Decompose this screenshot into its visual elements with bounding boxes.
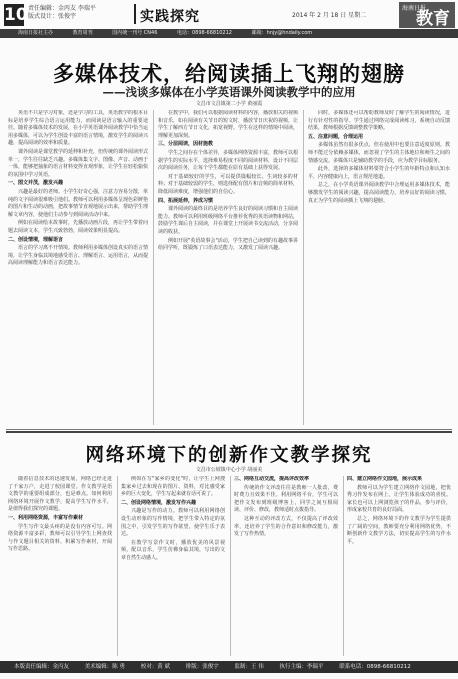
article1-byline: 文昌市文昌镇第二小学 黄丽霞: [195, 101, 263, 107]
page-footer: [0, 661, 458, 673]
article1-column-3: [308, 110, 450, 425]
page-number: 10: [4, 5, 28, 25]
paragraph: 学生之间存在个体差异，多媒体网络资源丰富，教师可以根据学生的实际水平，选择难易程度不同的阅读材料，设计不同层次的阅读任务，让每个学生都能在原有基础上获得发展。: [158, 149, 298, 172]
paragraph: 英语不只是学习对象，还是学习的工具，英语教学的根本目标是培养学生综合语言运用能力，而阅读是语言输入的重要途径。随着多媒体技术的发展，在小学英语课外阅读教学中恰当运用多媒体，可以为学生创设丰富的语言情境，激发学生的阅读兴趣，提高阅读的效率和质量。: [8, 110, 148, 147]
logo-small-text: 海南日报: [402, 5, 427, 12]
article2-byline: 文昌市公坡镇中心小学 胡丽美: [195, 467, 263, 473]
issue-date: 2014 年 2 月 18 日 星期二: [292, 12, 367, 19]
paragraph: 课外阅读是课堂教学的延伸和补充，但传统的课外阅读形式单一，学生往往缺乏兴趣。多媒体集文字、图像、声音、动画于一体，能够把抽象的语言材料变得直观形象，让学生在轻松愉快的氛围中学习英语。: [8, 148, 148, 178]
article2-column-4: [347, 476, 451, 656]
header-bar-item: 电话：0898-66810212: [177, 30, 232, 36]
paragraph: 对于基础较好的学生，可以提供篇幅较长、生词较多的材料；对于基础较弱的学生，则选择配有图片和音频的简单材料，降低阅读难度，增强他们的自信心。: [158, 173, 298, 195]
header-bar-item: 教育周刊: [72, 30, 93, 36]
header-bar-item: 国内统一刊号 CN46: [112, 30, 158, 36]
paragraph: 多媒体虽然有很多优点，但在使用中也要注意适度原则。教师不能过分依赖多媒体，而忽视了学生的主体地位和师生之间的情感交流。多媒体只是辅助教学的手段，应为教学目标服务。: [308, 142, 450, 164]
paragraph: 此外，选择的多媒体材料要符合小学生的年龄特点和认知水平，内容健康向上，语言规范地道。: [308, 166, 450, 180]
paragraph: 同时，多媒体还可以帮助教师及时了解学生的阅读情况，进行有针对性的指导。学生通过网络完成阅读练习，系统自动反馈结果，教师根据反馈调整教学策略。: [308, 110, 450, 132]
column-divider: [117, 476, 118, 656]
footer-item: 执行主编：李瑞平: [279, 664, 324, 670]
paragraph: 传统的作文评改往往是教师一人批改，费时费力且效果不佳。利用网络平台，学生可以把作文发布到班级博客上，同学之间互相阅读、评价、修改，教师适时点拨指导。: [234, 484, 338, 514]
footer-item: 本版责任编辑：金丙友: [14, 664, 70, 670]
column-divider: [230, 476, 231, 656]
section-heading: 三、网络互动交流，提高评改效率: [234, 476, 310, 482]
paragraph: 在教学中，我们可以根据阅读材料的内容，播放相关的视频和音乐，如在阅读有关节日的短文时，播放节日庆祝的视频，让学生了解西方节日文化，拓宽视野。学生在这样的情境中阅读，理解更加深刻。: [158, 110, 298, 139]
paragraph: 总之，网络环境下的作文教学为学生提供了广阔的空间，教师要充分利用网络优势，不断创新作文教学方法，切实提高学生的写作水平。: [347, 515, 451, 545]
paragraph: 课外阅读的最终目的是培养学生良好的阅读习惯和自主阅读能力。教师可以利用班级网络平台推荐优秀的英语读物和网站，鼓励学生课后自主阅读，并在课堂上开展读书交流活动，分享阅读的收获。: [158, 206, 298, 235]
paragraph: 例如开展"英语故事会"活动，学生把自己读到的有趣故事讲给同学听，既锻炼了口语表达能力，又激发了阅读兴趣。: [158, 237, 298, 252]
paragraph: 随着信息技术的迅速发展，网络已经走进了千家万户，走进了校园课堂。作文教学是语文教学的重要组成部分，也是难点。如何利用网络环境开展作文教学，提高学生写作水平，是值得我们探究的课题。: [8, 476, 112, 513]
article-separator: [6, 429, 452, 430]
paragraph: 语言的学习离不开情境。教师利用多媒体创设真实的语言情境，让学生身临其境地感受语言、理解语言、运用语言，从而提高阅读理解能力和语言表达能力。: [8, 245, 148, 267]
section-heading: 三、分层阅读，因材施教: [158, 141, 214, 148]
paragraph: 兴趣是写作的动力。教师可以利用网络创设生动形象的写作情境，把学生带入特定的氛围之中，引发学生的写作欲望，使学生乐于表达。: [121, 508, 225, 538]
page-header: [0, 0, 458, 44]
paragraph: 学生写作文最头疼的是没有内容可写。网络资源丰富多彩，教师可以引导学生上网查找与作文题目相关的资料，积累写作素材，开阔写作思路。: [8, 523, 112, 553]
article1-title: 多媒体技术，给阅读插上飞翔的翅膀: [53, 62, 405, 86]
header-bar-item: 海南日报社主办: [18, 30, 54, 36]
column-divider: [153, 110, 154, 425]
editor-info: [28, 5, 133, 21]
article2-column-1: [8, 476, 112, 656]
article-separator-thick: [6, 431, 452, 433]
footer-item: 联系电话：0898-66810212: [339, 664, 411, 670]
header-info-bar: [0, 29, 458, 38]
column-divider: [303, 110, 304, 425]
paragraph: 例如在阅读绘本故事时，先播放动画片段，再让学生带着问题去阅读文本，学生兴致勃勃，阅读效果明显提高。: [8, 220, 148, 234]
paragraph: 在教学写景作文时，播放优美的风景视频，配以音乐，学生仿佛身临其境，写出的文章自然生动感人。: [121, 539, 225, 561]
section-title: 实践探究: [140, 6, 200, 26]
paragraph: 这种互动的评改方式，不仅提高了评改效率，还培养了学生的合作意识和修改能力，激发了写作热情。: [234, 515, 338, 538]
column-divider: [343, 476, 344, 656]
section-heading: 一、利用网络资源，丰富写作素材: [8, 514, 84, 521]
article1-subtitle: ——浅谈多媒体在小学英语课外阅读教学中的应用: [102, 85, 356, 99]
paragraph: 教师可以为学生建立网络作文园地，把优秀习作发布在网上，让学生体验成功的喜悦。家长也可以上网浏览孩子的作品，参与评价，形成家校共育的良好局面。: [347, 484, 451, 514]
newspaper-logo: [399, 2, 455, 28]
footer-item: 校对：黄 斌: [140, 664, 171, 670]
article2-title: 网络环境下的创新作文教学探究: [85, 445, 373, 466]
footer-item: 监制：王 伟: [234, 664, 264, 670]
paragraph: 总之，在小学英语课外阅读教学中合理运用多媒体技术，能够激发学生的阅读兴趣，提高阅读能力，培养良好的阅读习惯，真正为学生的阅读插上飞翔的翅膀。: [308, 182, 450, 204]
editor-line: 责任编辑：金丙友 李瑞平: [28, 5, 96, 12]
article2-column-3: [234, 476, 338, 656]
section-heading: 五、注意问题，合理运用: [308, 133, 364, 140]
section-heading: 四、建立网络作文园地，展示成果: [347, 476, 423, 482]
paragraph: 例如在写"家乡的变化"时，让学生上网搜集家乡过去和现在的图片、资料，对比感受家乡的巨大变化，学生写起来就有话可说了。: [121, 476, 225, 498]
section-heading: 四、拓展延伸，养成习惯: [158, 197, 214, 204]
footer-item: 排版：张俊宇: [185, 664, 219, 670]
paragraph: 兴趣是最好的老师。小学生好奇心强，注意力容易分散，单纯的文字阅读很难吸引他们。教师可以利用多媒体呈现色彩鲜艳的图片和生动的动画，把故事情节直观地展示出来，帮助学生理解文章内容，使他们主动参与到阅读活动中来。: [8, 188, 148, 218]
article2-column-2: [121, 476, 225, 656]
section-heading: 一、图文并茂，激发兴趣: [8, 180, 64, 187]
section-heading: 二、创设网络情境，激发写作兴趣: [121, 499, 197, 506]
logo-big-text: 教育: [416, 9, 450, 29]
section-heading: 二、创设情境，理解语言: [8, 236, 64, 243]
designer-line: 版式设计：张俊宇: [28, 13, 77, 20]
header-bar-item: 邮箱：hnjy@hndaily.com: [251, 30, 313, 36]
footer-item: 美术编辑：陈 勇: [84, 664, 126, 670]
article1-column-1: [8, 110, 148, 425]
article1-column-2: [158, 110, 298, 425]
